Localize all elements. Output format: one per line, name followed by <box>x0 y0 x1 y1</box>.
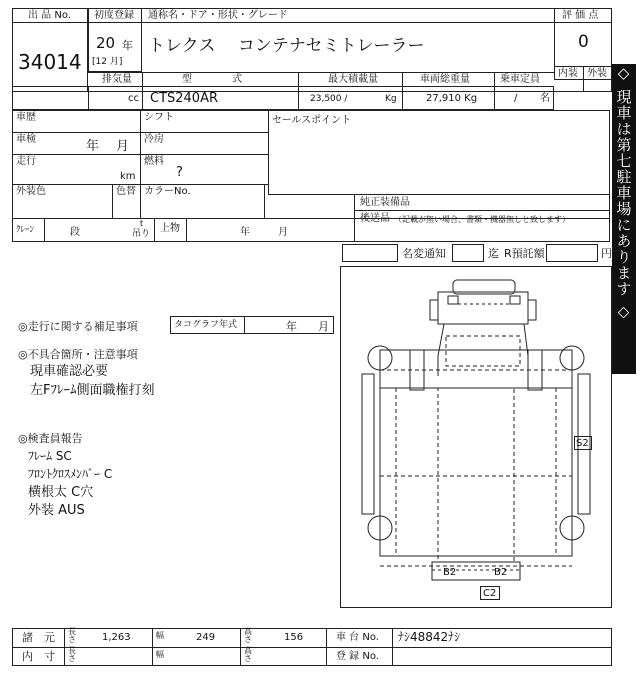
lot-no: 34014 <box>18 50 82 74</box>
model: CTS240AR <box>150 91 219 106</box>
max-load-unit: Kg <box>385 94 397 104</box>
inspector-item: 横根太 C穴 <box>28 485 94 500</box>
dims-label: 諸 元 <box>22 631 55 644</box>
capacity-value: / <box>514 93 518 104</box>
reg-label: 登 録 No. <box>336 651 379 662</box>
gross-weight-label: 車両総重量 <box>420 74 470 85</box>
mark-b2-left: B2 <box>443 567 457 578</box>
mark-s2: S2 <box>576 438 589 449</box>
name-change-label: 名変通知 <box>402 247 446 260</box>
inspector-title: ◎検査員報告 <box>18 432 83 445</box>
mark-b2-right: B2 <box>494 567 508 578</box>
crane-stage-unit: 段 <box>70 227 80 238</box>
tacho-year-unit: 年 <box>286 320 297 333</box>
width-value: 249 <box>196 632 216 643</box>
mileage-label: 走行 <box>16 156 36 167</box>
score: 0 <box>578 32 589 52</box>
vehicle-name-label: 通称名・ドア・形状・グレード <box>148 10 288 21</box>
height-label: 高さ <box>244 627 252 644</box>
first-reg-label: 初度登録 <box>94 10 134 21</box>
lot-no-label: 出 品 No. <box>28 10 71 21</box>
name-change-date-box <box>452 244 484 262</box>
defect-item: 現車確認必要 <box>30 364 109 379</box>
length-value: 1,263 <box>102 632 131 643</box>
deferred-label: 後送品 <box>360 213 390 224</box>
inner-width-label: 幅 <box>156 650 164 659</box>
displacement-unit: cc <box>128 93 139 104</box>
max-load: 23,500 / <box>310 94 348 104</box>
capacity-unit: 名 <box>540 93 550 104</box>
defect-item: 左Fﾌﾚｰﾑ側面職権打刻 <box>30 383 155 398</box>
genuine-equipment-label: 純正装備品 <box>360 197 410 208</box>
max-load-label: 最大積載量 <box>328 74 378 85</box>
fuel-label: 燃料 <box>144 156 164 167</box>
inspector-item: ﾌﾚｰﾑ SC <box>28 449 72 463</box>
inner-length-label: 長さ <box>68 646 76 663</box>
capacity-label: 乗車定員 <box>500 74 540 85</box>
sep-char: 迄 <box>488 247 499 260</box>
tachograph-label: タコグラフ年式 <box>174 320 238 330</box>
color-change-label: 色替 <box>116 186 136 197</box>
running-title: ◎走行に関する補足事項 <box>18 320 138 333</box>
inspection-month-unit: 月 <box>116 139 130 154</box>
r-deposit-box <box>546 244 598 262</box>
crane-label: ｸﾚｰﾝ <box>16 225 35 235</box>
inspector-item: 外装 AUS <box>28 503 85 518</box>
length-label: 長さ <box>68 627 76 644</box>
inner-label: 内 寸 <box>22 650 55 663</box>
color-no-label: カラーNo. <box>144 186 191 197</box>
inspector-item: ﾌﾛﾝﾄｸﾛｽﾒﾝﾊﾞｰ C <box>28 467 113 481</box>
ac-label: 冷房 <box>144 134 164 145</box>
sales-point-label: セールスポイント <box>272 115 352 126</box>
interior-label: 内装 <box>558 68 578 79</box>
body-month-unit: 月 <box>278 227 288 238</box>
crane-hoist-unit: 吊り <box>132 229 151 239</box>
crane-ton-unit: t <box>140 219 144 228</box>
displacement-label: 排気量 <box>102 74 132 85</box>
inner-height-label: 高さ <box>244 646 252 663</box>
chassis-no: ﾅｼ48842ﾅｼ <box>398 630 461 644</box>
model-label: 型 式 <box>182 74 242 85</box>
body-year-unit: 年 <box>240 227 250 238</box>
first-reg-month: [12 月] <box>92 57 123 67</box>
history-label: 車歴 <box>16 112 36 123</box>
exterior-label: 外装 <box>587 68 607 79</box>
mark-c2: C2 <box>483 588 497 599</box>
height-value: 156 <box>284 632 304 643</box>
r-deposit-label: R預託額 <box>504 247 545 260</box>
name-change-box <box>342 244 398 262</box>
gross-weight: 27,910 Kg <box>426 93 478 104</box>
deferred-note: （記載が無い場合、書類・機器無しと致します） <box>394 215 570 224</box>
chassis-label: 車 台 No. <box>336 632 379 643</box>
fuel-value: ? <box>176 165 183 180</box>
vehicle-diagram <box>340 266 612 608</box>
inspection-label: 車検 <box>16 134 36 145</box>
tacho-month-unit: 月 <box>318 320 329 333</box>
defects-title: ◎不具合箇所・注意事項 <box>18 348 138 361</box>
yen-unit: 円 <box>601 247 612 260</box>
score-label: 評 価 点 <box>562 10 599 21</box>
ext-color-label: 外装色 <box>16 186 46 197</box>
side-banner: ◇ 現車は第七駐車場にあります ◇ <box>612 64 636 374</box>
first-reg-year-unit: 年 <box>122 39 133 52</box>
inspection-year-unit: 年 <box>86 139 100 154</box>
first-reg-year: 20 <box>96 34 116 52</box>
shift-label: シフト <box>144 112 174 123</box>
body-label: 上物 <box>160 223 180 234</box>
width-label: 幅 <box>156 631 164 640</box>
km-unit: km <box>120 171 136 182</box>
vehicle-name: トレクス コンテナセミトレーラー <box>148 36 425 56</box>
